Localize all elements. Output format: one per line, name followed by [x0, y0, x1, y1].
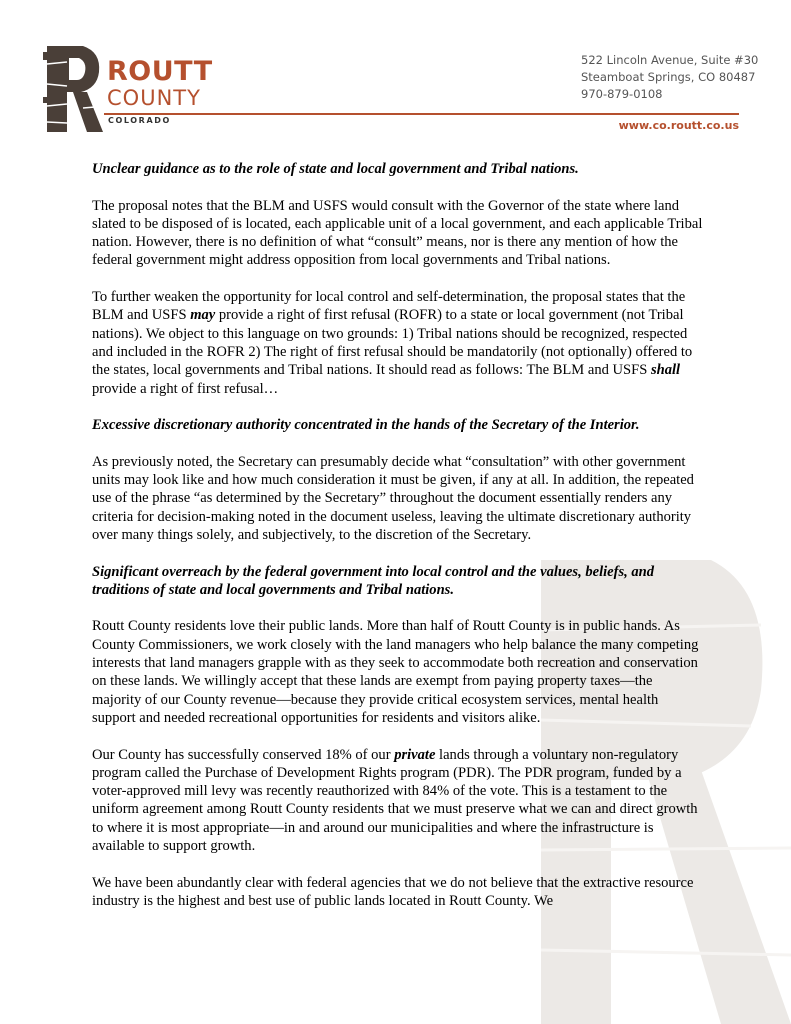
brand-name-county: COUNTY [107, 86, 201, 110]
paragraph: The proposal notes that the BLM and USFS would consult with the Governor of the state where land slated to be disposed of is located, each applicable unit of a local government, and each applicable Tribal nation. However, there is no definition of what “consult” means, nor is there any mention of how the federal government might address opposition from local governments and Tribal nations. [92, 197, 703, 269]
emphasis-text: shall [650, 362, 681, 379]
paragraph: Routt County residents love their public lands. More than half of Routt County is in public hands. As County Commissioners, we work closely with the land managers who help balance the many competing interests that land managers grapple with as they seek to accommodate both recreation and conservation on these lands. We willingly accept that these lands are exempt from paying property taxes—the majority of our County revenue—because they provide critical ecosystem services, mental health support and needed recreational opportunities for residents and visitors alike. [92, 618, 699, 726]
paragraph [92, 288, 704, 398]
paragraph-text: provide a right of first refusal (ROFR) to a state or local government (not Tribal nations). We object to this language on two grounds: 1) Tribal nations should be recognized, respected and included in the ROFR 2) The right of first refusal should be mandatorily (not optionally) offered to the states, local governments and Tribal nations. It should read as follows: The BLM and USFS [92, 307, 693, 379]
section-heading: Significant overreach by the federal government into local control and the values, beliefs, and traditions of state and local governments and Tribal nations. [92, 563, 655, 598]
header-divider [104, 113, 739, 115]
paragraph-text: provide a right of first refusal… [92, 380, 279, 397]
letter-body [92, 160, 704, 928]
paragraph-text: lands through a voluntary non-regulatory program called the Purchase of Development Rights program (PDR). The PDR program, funded by a voter-approved mill levy was recently reauthorized with 84% of the vote. This is a testament to the uniform agreement among Routt County residents that we must preserve what we can and direct growth to where it is most appropriate—in and around our municipalities and where the infrastructure is available to support growth. [92, 746, 698, 854]
section-heading: Excessive discretionary authority concentrated in the hands of the Secretary of the Interior. [92, 417, 640, 434]
paragraph: As previously noted, the Secretary can presumably decide what “consultation” with other government units may look like and how much consideration it must be given, if any at all. In addition, the repeated use of the phrase “as determined by the Secretary” throughout the document essentially renders any criteria for decision-making noted in the document useless, leaving the ultimate discretionary authority over many things solely, and subjectively, to the discretion of the Secretary. [92, 453, 694, 543]
emphasis-text: may [190, 307, 216, 324]
emphasis-text: private [394, 746, 436, 763]
address-line-1: 522 Lincoln Avenue, Suite #30 [581, 53, 759, 67]
brand-state: COLORADO [108, 116, 171, 125]
brand-name-routt: ROUTT [107, 56, 213, 87]
address-block [581, 52, 758, 103]
website-link[interactable]: www.co.routt.co.us [618, 119, 739, 132]
paragraph-text: To further weaken the opportunity for local control and self-determination, the proposal states that the BLM and USFS [92, 289, 686, 324]
section-heading: Unclear guidance as to the role of state and local government and Tribal nations. [92, 161, 579, 177]
address-line-2: Steamboat Springs, CO 80487 [581, 70, 756, 84]
paragraph [92, 746, 704, 856]
paragraph-text: Our County has successfully conserved 18% of our [92, 746, 395, 763]
phone-number: 970-879-0108 [581, 87, 663, 101]
paragraph: We have been abundantly clear with federal agencies that we do not believe that the extractive resource industry is the highest and best use of public lands located in Routt County. We [92, 874, 694, 909]
routt-county-logo-icon [43, 42, 103, 134]
